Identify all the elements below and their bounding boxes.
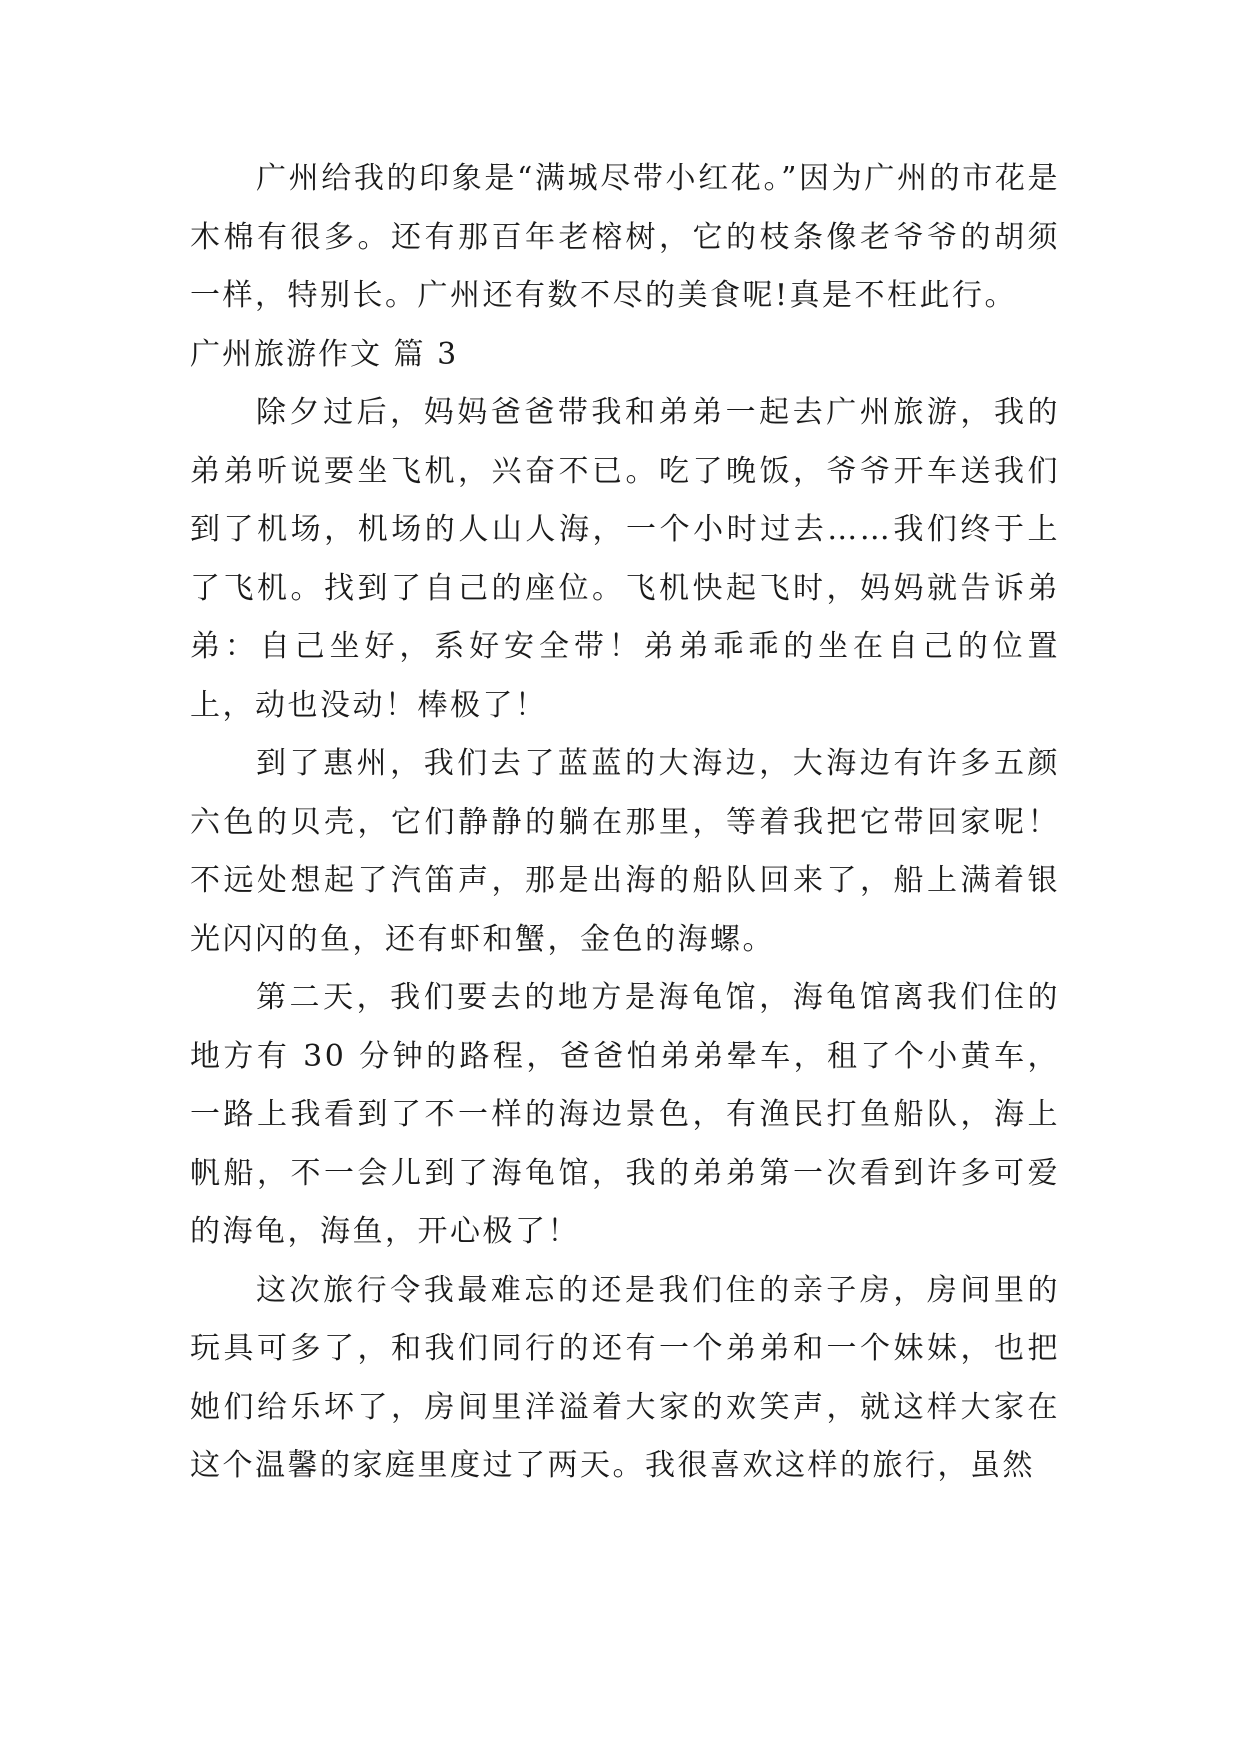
paragraph-new-year-trip: 除夕过后，妈妈爸爸带我和弟弟一起去广州旅游，我的弟弟听说要坐飞机，兴奋不已。吃了晚饭，爷爷开车送我们到了机场，机场的人山人海，一个小时过去……我们终于上了飞机。找到了自己的座位。飞机快起飞时，妈妈就告诉弟弟：自己坐好，系好安全带！弟弟乖乖的坐在自己的位置上，动也没动！棒极了！ [190, 395, 1060, 723]
paragraph-turtle-museum: 第二天，我们要去的地方是海龟馆，海龟馆离我们住的地方有 30 分钟的路程，爸爸怕弟弟晕车，租了个小黄车，一路上我看到了不一样的海边景色，有渔民打鱼船队，海上帆船，不一会儿到了海龟馆，我的弟弟第一次看到许多可爱的海龟，海鱼，开心极了！ [190, 980, 1060, 1249]
paragraph-guangzhou-impression: 广州给我的印象是“满城尽带小红花。”因为广州的市花是木棉有很多。还有那百年老榕树，它的枝条像老爷爷的胡须一样，特别长。广州还有数不尽的美食呢!真是不枉此行。 [190, 161, 1060, 313]
paragraph-family-room: 这次旅行令我最难忘的还是我们住的亲子房，房间里的玩具可多了，和我们同行的还有一个弟弟和一个妹妹，也把她们给乐坏了，房间里洋溢着大家的欢笑声，就这样大家在这个温馨的家庭里度过了两天。我很喜欢这样的旅行，虽然 [190, 1272, 1060, 1483]
essay-heading: 广州旅游作文 篇 3 [190, 336, 459, 372]
document-body [190, 150, 1060, 1496]
paragraph-huizhou-beach: 到了惠州，我们去了蓝蓝的大海边，大海边有许多五颜六色的贝壳，它们静静的躺在那里，等着我把它带回家呢！不远处想起了汽笛声，那是出海的船队回来了，船上满着银光闪闪的鱼，还有虾和蟹，金色的海螺。 [190, 746, 1060, 957]
